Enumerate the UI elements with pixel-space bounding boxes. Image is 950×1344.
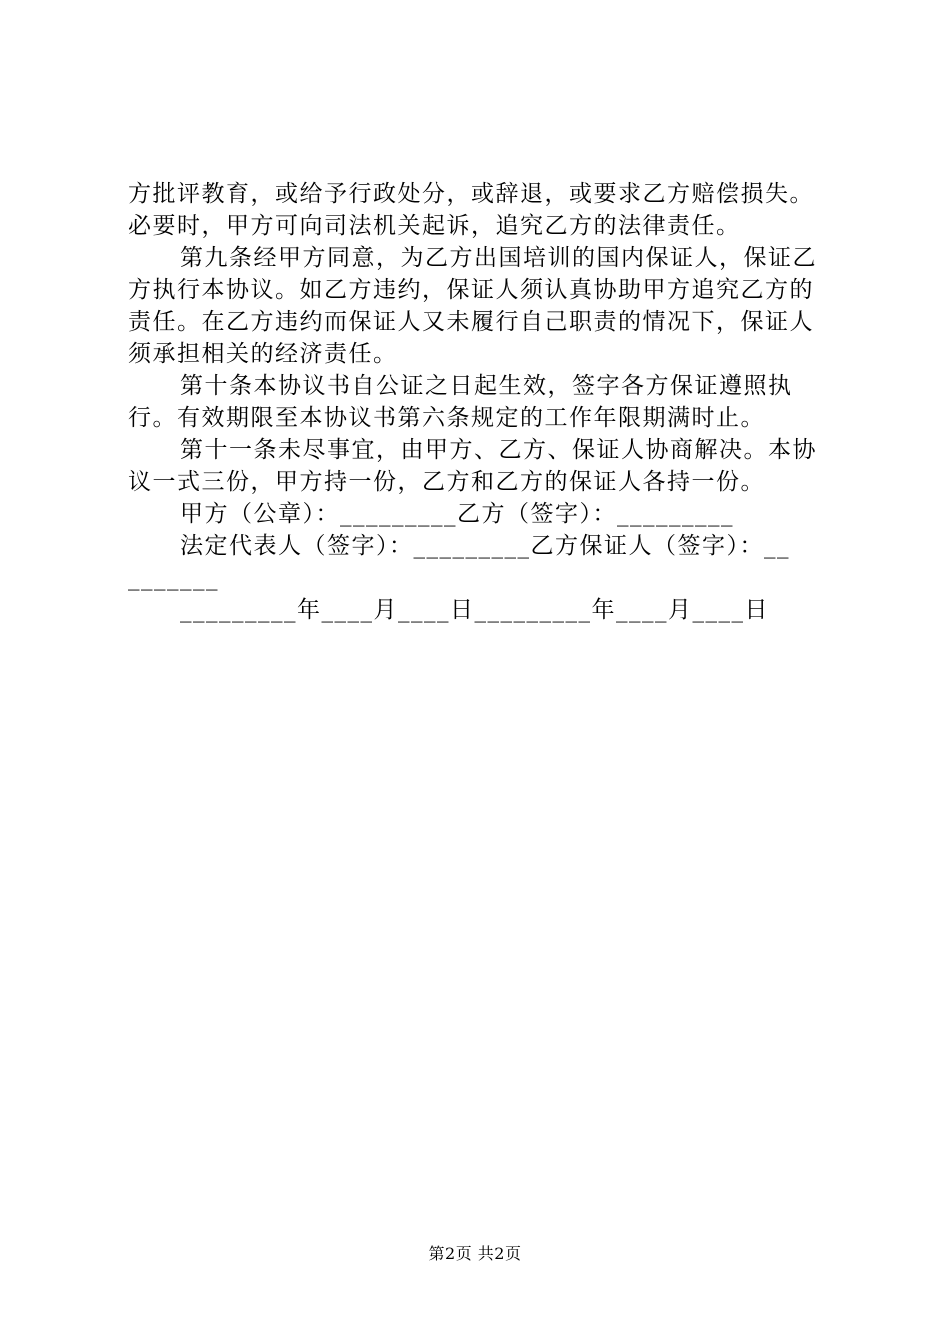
page-number: 第2页 共2页 <box>428 1244 522 1263</box>
date-line: _________年____月____日_________年____月____日 <box>180 597 769 623</box>
signature-line-wrap: _______ <box>128 565 219 591</box>
paragraph-continuation: 方批评教育，或给予行政处分，或辞退，或要求乙方赔偿损失。必要时，甲方可向司法机关起诉，追究乙方的法律责任。 <box>128 181 814 239</box>
paragraph-article-10: 第十条本协议书自公证之日起生效，签字各方保证遵照执行。有效期限至本协议书第六条规定的工作年限期满时止。 <box>128 373 793 431</box>
paragraph-article-9: 第九条经甲方同意，为乙方出国培训的国内保证人，保证乙方执行本协议。如乙方违约，保证人须认真协助甲方追究乙方的责任。在乙方违约而保证人又未履行自己职责的情况下，保证人须承担相关的经济责任。 <box>128 245 817 367</box>
document-body <box>128 178 832 626</box>
page-footer <box>0 1244 950 1264</box>
paragraph-article-11: 第十一条未尽事宜，由甲方、乙方、保证人协商解决。本协议一式三份，甲方持一份，乙方和乙方的保证人各持一份。 <box>128 437 817 495</box>
signature-line-party-a-b: 甲方（公章）：_________乙方（签字）：_________ <box>180 501 734 527</box>
signature-line-representative-guarantor: 法定代表人（签字）：_________乙方保证人（签字）：__ <box>180 533 790 559</box>
